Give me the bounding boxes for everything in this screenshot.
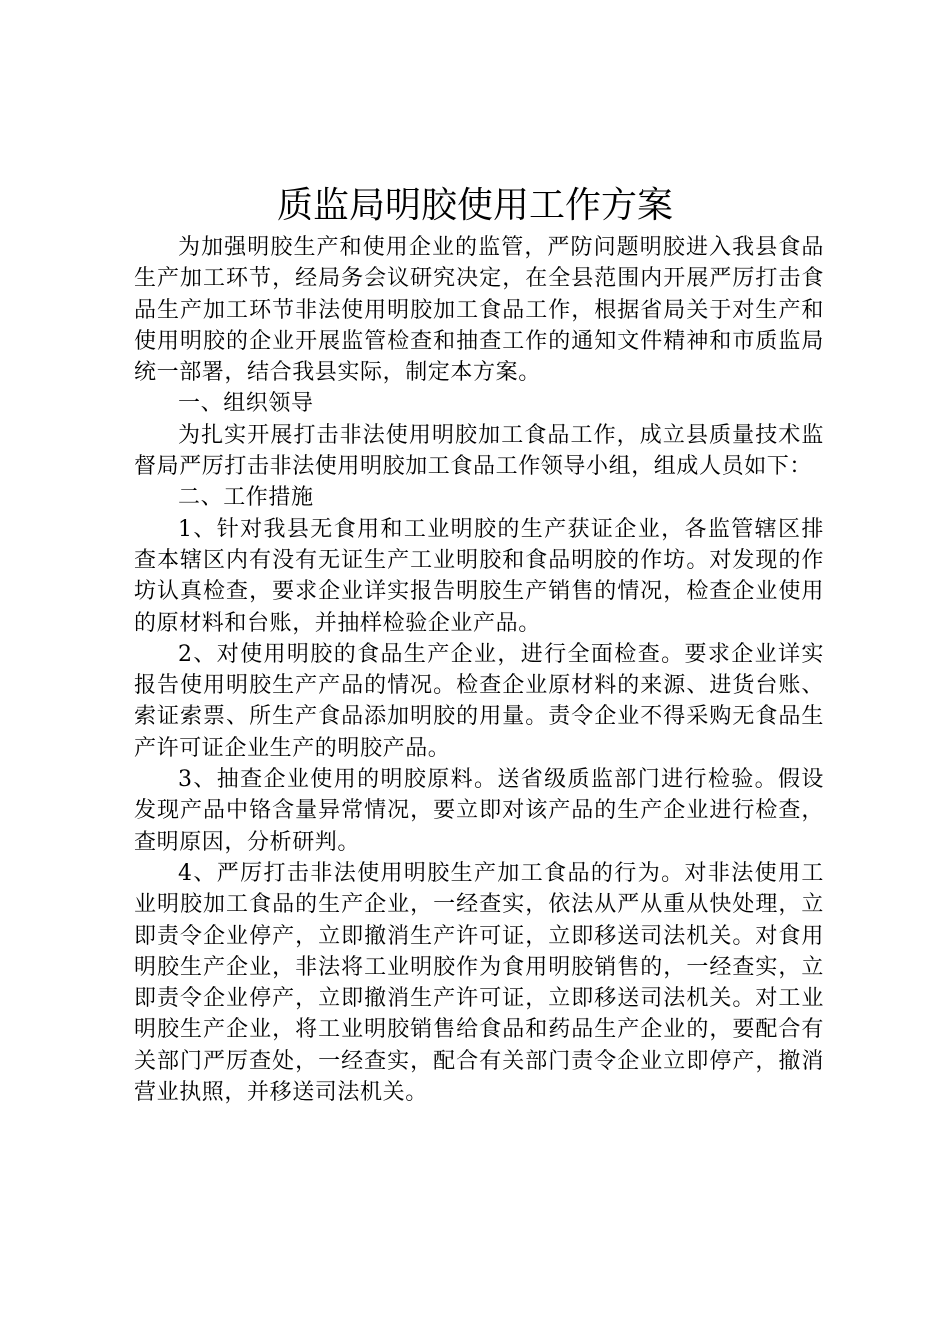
section-heading-measures: 二、工作措施 (178, 485, 314, 511)
paragraph-intro: 为加强明胶生产和使用企业的监管，严防问题明胶进入我县食品生产加工环节，经局务会议研究决定，在全县范围内开展严厉打击食品生产加工环节非法使用明胶加工食品工作，根据省局关于对生产和使用明胶的企业开展监管检查和抽查工作的通知文件精神和市质监局统一部署，结合我县实际，制定本方案。 (134, 235, 824, 386)
section-heading-organization: 一、组织领导 (178, 391, 314, 417)
paragraph-organization: 为扎实开展打击非法使用明胶加工食品工作，成立县质量技术监督局严厉打击非法使用明胶加工食品工作领导小组，组成人员如下： (134, 422, 824, 480)
paragraph-measure-2: 2、对使用明胶的食品生产企业，进行全面检查。要求企业详实报告使用明胶生产产品的情况。检查企业原材料的来源、进货台账、索证索票、所生产食品添加明胶的用量。责令企业不得采购无食品生产许可证企业生产的明胶产品。 (134, 641, 824, 761)
paragraph-measure-4: 4、严厉打击非法使用明胶生产加工食品的行为。对非法使用工业明胶加工食品的生产企业，一经查实，依法从严从重从快处理，立即责令企业停产，立即撤消生产许可证，立即移送司法机关。对食用明胶生产企业，非法将工业明胶作为食用明胶销售的，一经查实，立即责令企业停产，立即撤消生产许可证，立即移送司法机关。对工业明胶生产企业，将工业明胶销售给食品和药品生产企业的，要配合有关部门严厉查处，一经查实，配合有关部门责令企业立即停产，撤消营业执照，并移送司法机关。 (134, 860, 824, 1106)
document-body (134, 232, 824, 1108)
paragraph-measure-1: 1、针对我县无食用和工业明胶的生产获证企业，各监管辖区排查本辖区内有没有无证生产工业明胶和食品明胶的作坊。对发现的作坊认真检查，要求企业详实报告明胶生产销售的情况，检查企业使用的原材料和台账，并抽样检验企业产品。 (134, 516, 824, 636)
document-title: 质监局明胶使用工作方案 (276, 185, 673, 226)
paragraph-measure-3: 3、抽查企业使用的明胶原料。送省级质监部门进行检验。假设发现产品中铬含量异常情况，要立即对该产品的生产企业进行检查，查明原因，分析研判。 (134, 767, 824, 855)
